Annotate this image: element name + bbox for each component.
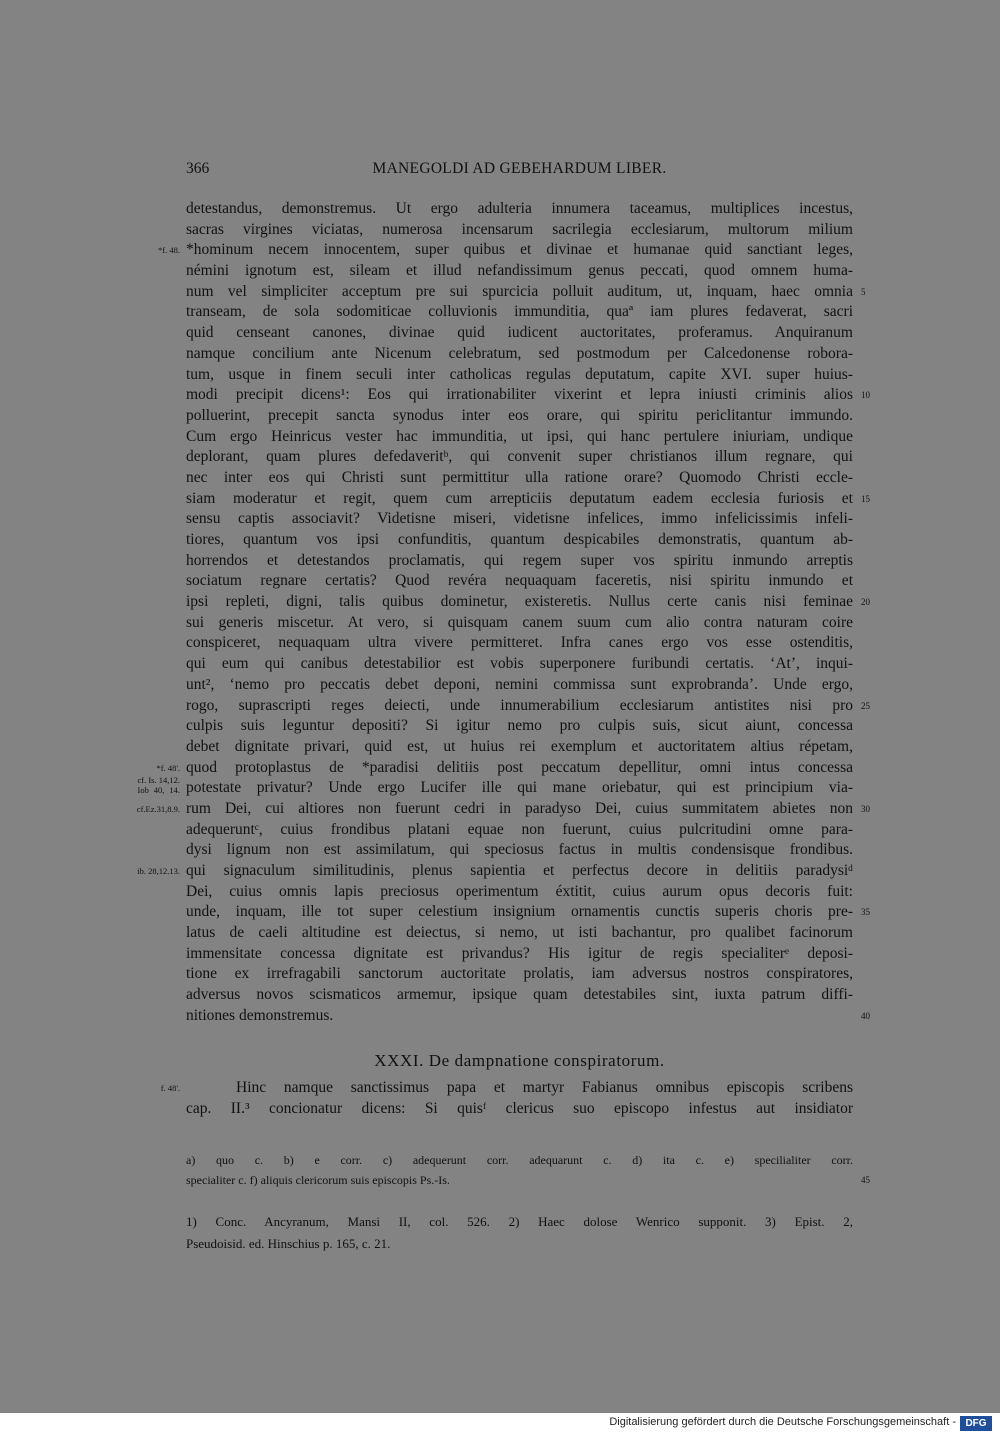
- text-line: [186, 675, 853, 696]
- line-number: 20: [861, 597, 870, 608]
- line-number: 45: [861, 1175, 870, 1185]
- line-text: adequeruntᶜ, cuius frondibus platani equae non fuerunt, cuius pulcritudini omne para-: [186, 820, 853, 838]
- text-line: [186, 406, 853, 427]
- text-line: [186, 323, 853, 344]
- text-line: [136, 799, 870, 820]
- line-text: unt², ‘nemo pro peccatis debet deponi, nemini commissa sunt exprobranda’. Unde ergo,: [186, 675, 853, 693]
- text-line: [186, 282, 866, 303]
- line-text: tum, usque in finem seculi inter catholicas regulas deputatum, capite XVI. super huius-: [186, 365, 853, 383]
- footnote: [186, 1170, 870, 1190]
- references: [186, 1211, 853, 1255]
- text-line: [186, 220, 853, 241]
- text-line: [186, 1006, 870, 1027]
- line-text: immensitate concessa dignitate est privandus? His igitur de regis specialiterᵉ deposi-: [186, 944, 853, 962]
- text-line: [186, 820, 853, 841]
- text-line: [186, 385, 870, 406]
- line-text: latus de caeli altitudine est deiectus, si nemo, ut isti bachantur, pro qualibet facinorum: [186, 924, 853, 942]
- line-text: nitiones demonstremus.: [186, 1006, 334, 1024]
- line-text: dysi lignum non est assimilatum, qui speciosus factus in multis condensisque frondibus.: [186, 841, 853, 859]
- section-text: [160, 1078, 853, 1119]
- margin-reference: cf.Ez.31,8.9.: [136, 803, 180, 814]
- line-text: siam moderatur et regit, quem cum arrepticiis deputatum eadem ecclesia furiosis et: [186, 489, 853, 507]
- text-line: [186, 902, 870, 923]
- line-text: quod protoplastus de *paradisi delitiis post peccatum depellitur, omni intus concessa: [186, 758, 853, 776]
- text-line: [186, 944, 853, 965]
- line-text: culpis suis leguntur depositi? Si igitur nemo pro culpis suis, sicut aiunt, concessa: [186, 717, 853, 735]
- line-number: 30: [861, 803, 870, 814]
- text-line: [186, 509, 853, 530]
- text-line: [186, 447, 853, 468]
- text-line: [186, 302, 853, 323]
- text-line: [186, 923, 853, 944]
- line-text: *hominum necem innocentem, super quibus et divinae et humanae quid sanctiant leges,: [186, 241, 853, 259]
- line-text: némini ignotum est, sileam et illud nefandissimum genus peccati, quod omnem huma-: [186, 262, 853, 280]
- line-number: 5: [861, 286, 866, 297]
- line-text: sensu captis associavit? Videtisne miseri, videtisne infelices, immo infelicissimis infeli-: [186, 510, 853, 528]
- line-text: cap. II.³ concionatur dicens: Si quisᶠ clericus suo episcopo infestus aut insidiator: [186, 1099, 853, 1117]
- footer-credit: Digitalisierung gefördert durch die Deutsche Forschungsgemeinschaft -: [609, 1416, 956, 1428]
- line-text: sui generis miscetur. At vero, si quisquam canem suum cum alio contra naturam coire: [186, 613, 853, 631]
- line-text: rum Dei, cui altiores non fuerunt cedri in paradyso Dei, cuius summitatem abietes non: [186, 799, 853, 817]
- line-text: qui signaculum similitudinis, plenus sapientia et perfectus decore in delitiis paradysiᵈ: [186, 862, 853, 879]
- margin-reference: *f. 48.: [158, 245, 180, 256]
- page-header: [186, 160, 853, 182]
- line-text: modi precipit dicens¹: Eos qui irrationabiliter vixerint et lepra iniusti criminis alios: [186, 386, 853, 404]
- line-text: tione ex irrefragabili sanctorum auctoritate prolatis, iam adversus nostros conspiratores,: [186, 965, 853, 983]
- text-line: [160, 1078, 853, 1099]
- footer-bar: [0, 1413, 1000, 1434]
- dfg-logo: DFG: [960, 1416, 992, 1431]
- text-line: [186, 571, 853, 592]
- text-line: [186, 696, 870, 717]
- line-number: 25: [861, 700, 870, 711]
- text-line: [186, 427, 853, 448]
- page-number: 366: [186, 160, 210, 177]
- text-line: [186, 489, 870, 510]
- line-text: adversus novos scismaticos armemur, ipsique quam detestabiles sint, iuxta patrum diffi-: [186, 986, 853, 1004]
- line-text: transeam, de sola sodomiticae colluvionis immunditia, quaª iam plures fedaverat, sacri: [186, 303, 853, 321]
- line-text: namque concilium ante Nicenum celebratum, sed postmodum per Calcedonense robora-: [186, 344, 853, 362]
- text-line: [158, 240, 853, 261]
- footnote: [186, 1150, 853, 1170]
- margin-reference: cf. Is. 14,12. Iob 40, 14.: [137, 775, 180, 795]
- line-text: Dei, cuius omnis lapis preciosus operimentum éxtitit, cuius aurum opus decoris fuit:: [186, 882, 853, 900]
- text-line: [137, 861, 853, 882]
- line-text: deplorant, quam plures defedaveritᵇ, qui convenit super christianos illum regnare, qui: [186, 448, 853, 466]
- text-line: [186, 985, 853, 1006]
- line-text: polluerint, precepit sancta synodus inter eos orare, qui spiritu periclitantur immundo.: [186, 406, 853, 424]
- text-line: [186, 613, 853, 634]
- text-line: [186, 654, 853, 675]
- text-line: [186, 1099, 853, 1120]
- footnote-text: specialiter c. f) aliquis clericorum suis episcopis Ps.-Is.: [186, 1173, 450, 1187]
- line-text: conspiceret, nequaquam ultra vivere permitteret. Infra canes ergo vos esse ostenditis,: [186, 634, 853, 652]
- text-line: [156, 758, 853, 779]
- reference-note: 1) Conc. Ancyranum, Mansi II, col. 526. 2) Haec dolose Wenrico supponit. 3) Epist. 2,: [186, 1214, 853, 1229]
- line-text: sacras virgines viciatas, numerosa incensarum sacrilegia ecclesiarum, multorum milium: [186, 220, 853, 238]
- footnotes: [186, 1150, 870, 1190]
- margin-reference: ib. 28,12.13.: [137, 866, 180, 876]
- text-line: [186, 592, 870, 613]
- margin-reference: *f. 48'.: [156, 762, 180, 773]
- line-text: rogo, suprascripti reges deiecti, unde innumerabilium ecclesiarum antistites nisi pro: [186, 696, 853, 714]
- line-text: detestandus, demonstremus. Ut ergo adulteria innumera taceamus, multiplices incestus,: [186, 200, 853, 217]
- text-line: [186, 633, 853, 654]
- section-heading: XXXI. De dampnatione conspiratorum.: [374, 1051, 665, 1070]
- text-line: [186, 530, 853, 551]
- text-line: [186, 716, 853, 737]
- line-text: debet dignitate privari, quid est, ut huius rei exemplum et auctoritatem altius répetam,: [186, 737, 853, 755]
- text-line: [186, 840, 853, 861]
- text-line: [186, 964, 853, 985]
- line-text: tiores, quantum vos ipsi confunditis, quantum despicabiles demonstratis, quantum ab-: [186, 531, 853, 548]
- text-line: [186, 468, 853, 489]
- line-text: sociatum regnare certatis? Quod revéra nequaquam faceretis, nisi spiritu inmundo et: [186, 572, 853, 590]
- text-line: [137, 775, 853, 799]
- line-text: potestate privatur? Unde ergo Lucifer ille qui mane oriebatur, qui est principium via-: [186, 779, 853, 797]
- line-number: 10: [861, 390, 870, 401]
- line-number: 15: [861, 493, 870, 504]
- line-text: ipsi repleti, digni, talis quibus dominetur, existeretis. Nullus certe canis nisi feminae: [186, 593, 853, 611]
- text-line: [186, 344, 853, 365]
- margin-reference: f. 48'.: [160, 1083, 180, 1093]
- text-line: [186, 882, 853, 903]
- main-text: [136, 199, 870, 1027]
- line-text: quid censeant canones, divinae quid iudicent auctoritates, proferamus. Anquiranum: [186, 324, 853, 342]
- text-line: [186, 551, 853, 572]
- reference-note: Pseudoisid. ed. Hinschius p. 165, c. 21.: [186, 1236, 391, 1251]
- text-line: [186, 261, 853, 282]
- line-text: Cum ergo Heinricus vester hac immunditia, ut ipsi, qui hanc pertulere iniuriam, undique: [186, 427, 853, 445]
- footnote-text: a) quo c. b) e corr. c) adequerunt corr. adequarunt c. d) ita c. e) specilialiter corr.: [186, 1153, 853, 1167]
- line-number: 40: [861, 1010, 870, 1021]
- line-text: Hinc namque sanctissimus papa et martyr Fabianus omnibus episcopis scribens: [236, 1079, 853, 1096]
- text-line: [186, 199, 853, 220]
- line-text: unde, inquam, ille tot super celestium insignium ornamentis cunctis superis choris pre-: [186, 903, 853, 921]
- running-title: MANEGOLDI AD GEBEHARDUM LIBER.: [372, 160, 667, 177]
- line-text: horrendos et detestandos proclamatis, qui regem super vos spiritu inmundo arreptis: [186, 551, 853, 569]
- line-text: nec inter eos qui Christi sunt permittitur ulla ratione orare? Quomodo Christi eccle-: [186, 468, 853, 486]
- text-line: [186, 737, 853, 758]
- line-text: qui eum qui canibus detestabilior est vobis superponere furibundi certatis. ‘At’, inqui-: [186, 655, 853, 673]
- text-line: [186, 365, 853, 386]
- line-number: 35: [861, 907, 870, 918]
- line-text: num vel simpliciter acceptum pre sui spurcicia polluit auditum, ut, inquam, haec omnia: [186, 282, 853, 300]
